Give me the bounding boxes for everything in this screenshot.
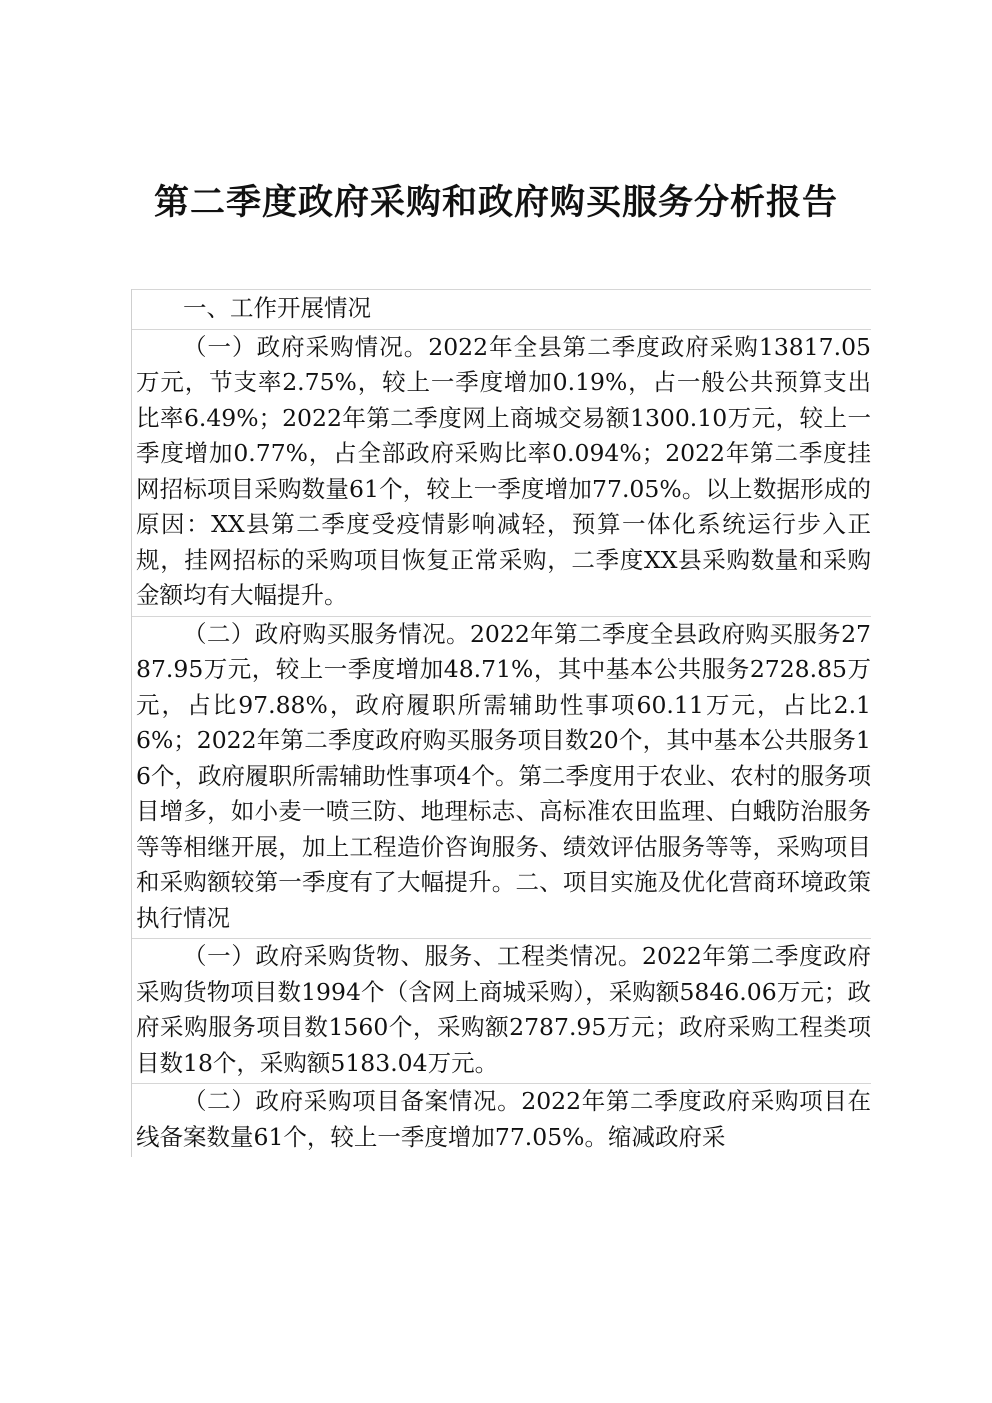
section-heading-work-status: 一、工作开展情况 <box>132 289 871 329</box>
document-title: 第二季度政府采购和政府购买服务分析报告 <box>153 182 838 223</box>
paragraph-procurement-categories: （一）政府采购货物、服务、工程类情况。2022年第二季度政府采购货物项目数1994个（含网上商城采购），采购额5846.06万元；政府采购服务项目数1560个，采购额2787.95万元；政府采购工程类项目数18个，采购额5183.04万元。 <box>132 938 871 1083</box>
paragraph-project-filing: （二）政府采购项目备案情况。2022年第二季度政府采购项目在线备案数量61个，较上一季度增加77.05%。缩减政府采 <box>132 1083 871 1157</box>
document-body <box>131 289 871 1157</box>
paragraph-government-purchased-services: （二）政府购买服务情况。2022年第二季度全县政府购买服务2787.95万元，较上一季度增加48.71%，其中基本公共服务2728.85万元，占比97.88%，政府履职所需辅助性事项60.11万元，占比2.16%；2022年第二季度政府购买服务项目数20个，其中基本公共服务16个，政府履职所需辅助性事项4个。第二季度用于农业、农村的服务项目增多，如小麦一喷三防、地理标志、高标准农田监理、白蛾防治服务等等相继开展，加上工程造价咨询服务、绩效评估服务等等，采购项目和采购额较第一季度有了大幅提升。二、项目实施及优化营商环境政策执行情况 <box>132 616 871 939</box>
paragraph-government-procurement: （一）政府采购情况。2022年全县第二季度政府采购13817.05万元，节支率2.75%，较上一季度增加0.19%，占一般公共预算支出比率6.49%；2022年第二季度网上商城交易额1300.10万元，较上一季度增加0.77%，占全部政府采购比率0.094%；2022年第二季度挂网招标项目采购数量61个，较上一季度增加77.05%。以上数据形成的原因：XX县第二季度受疫情影响减轻，预算一体化系统运行步入正规，挂网招标的采购项目恢复正常采购，二季度XX县采购数量和采购金额均有大幅提升。 <box>132 329 871 616</box>
